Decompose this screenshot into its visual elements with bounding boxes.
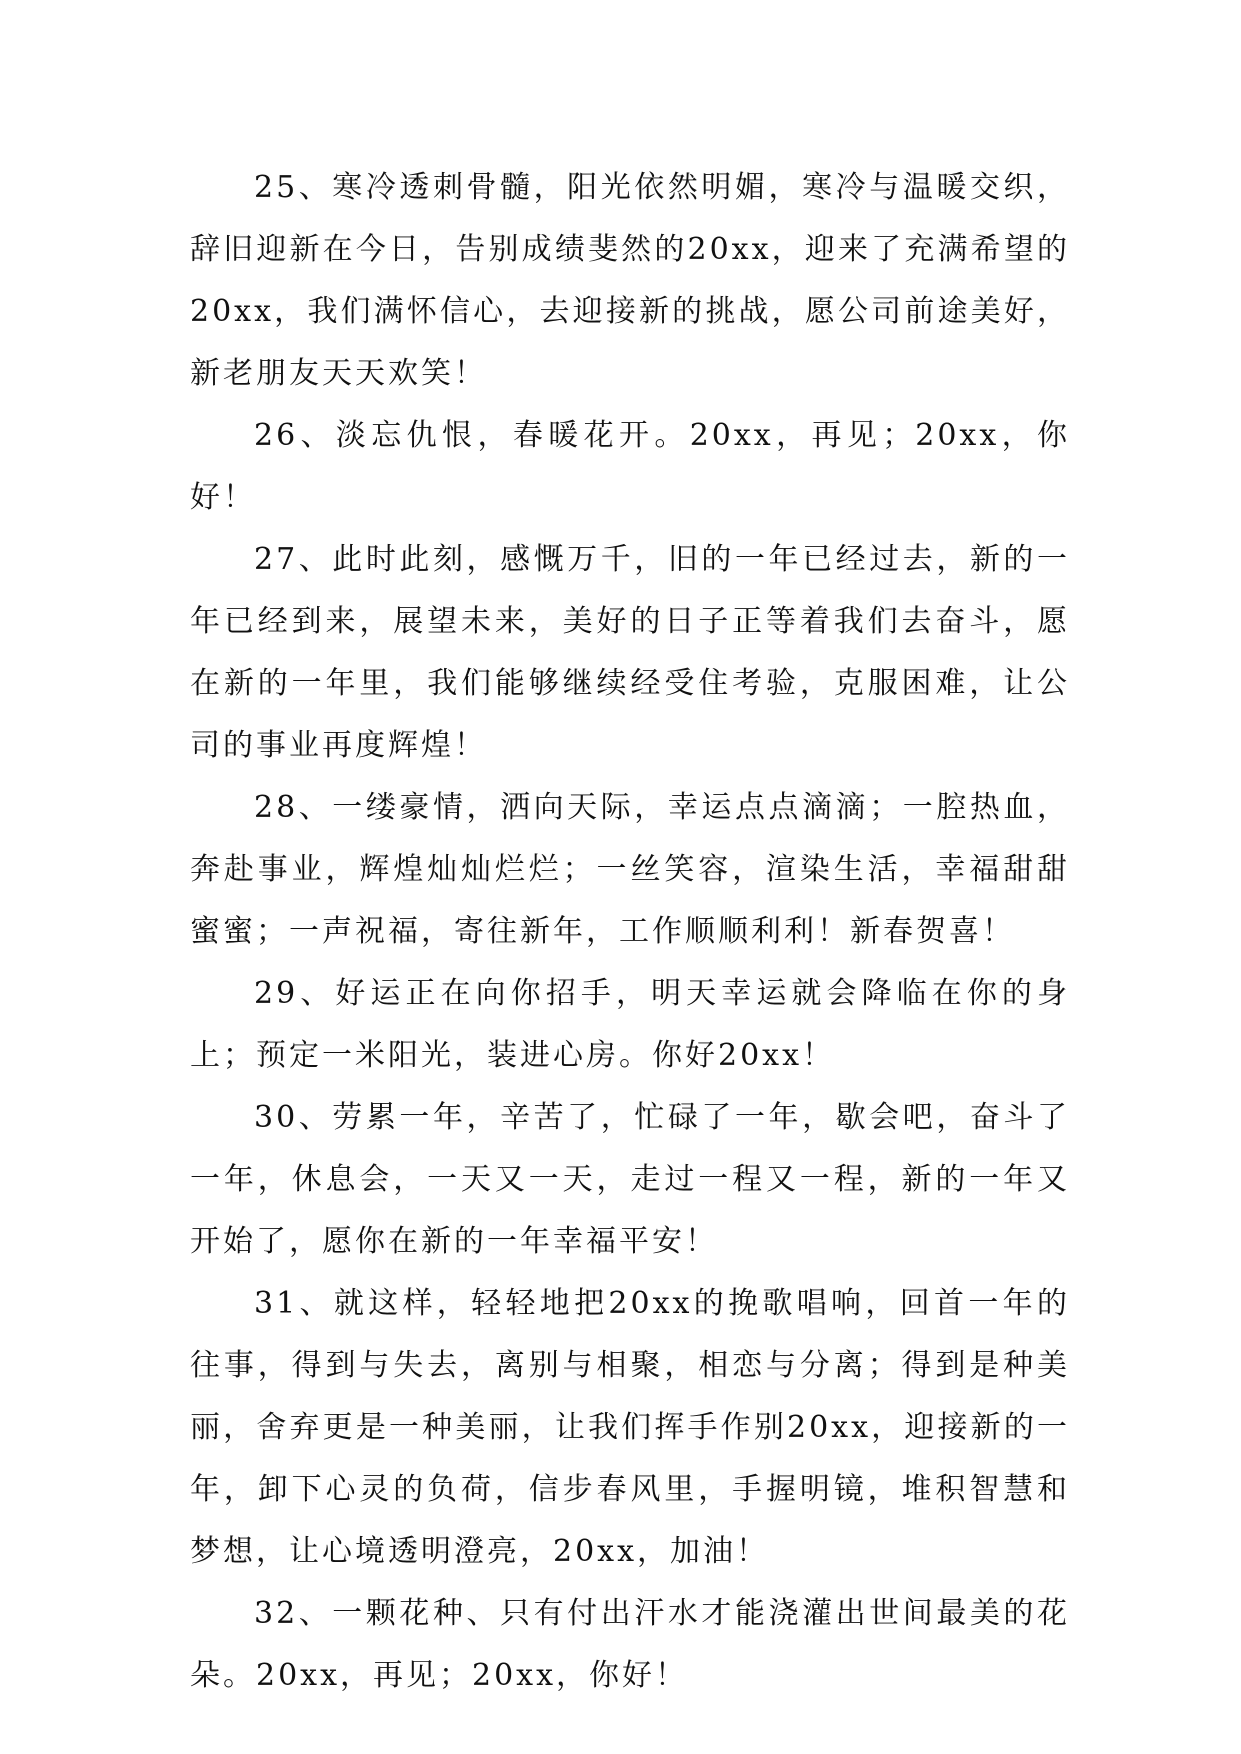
paragraph-32: 32、一颗花种、只有付出汗水才能浇灌出世间最美的花朵。20xx，再见；20xx，你好！ <box>190 1596 1070 1693</box>
paragraph-29: 29、好运正在向你招手，明天幸运就会降临在你的身上；预定一米阳光，装进心房。你好20xx！ <box>190 976 1070 1073</box>
paragraph-25: 25、寒冷透刺骨髓，阳光依然明媚，寒冷与温暖交织，辞旧迎新在今日，告别成绩斐然的20xx，迎来了充满希望的20xx，我们满怀信心，去迎接新的挑战，愿公司前途美好，新老朋友天天欢笑！ <box>190 170 1070 391</box>
paragraph-28: 28、一缕豪情，洒向天际，幸运点点滴滴；一腔热血，奔赴事业，辉煌灿灿烂烂；一丝笑容，渲染生活，幸福甜甜蜜蜜；一声祝福，寄往新年，工作顺顺利利！新春贺喜！ <box>190 790 1070 949</box>
paragraph-31: 31、就这样，轻轻地把20xx的挽歌唱响，回首一年的往事，得到与失去，离别与相聚，相恋与分离；得到是种美丽，舍弃更是一种美丽，让我们挥手作别20xx，迎接新的一年，卸下心灵的负荷，信步春风里，手握明镜，堆积智慧和梦想，让心境透明澄亮，20xx，加油！ <box>190 1286 1070 1569</box>
paragraph-30: 30、劳累一年，辛苦了，忙碌了一年，歇会吧，奋斗了一年，休息会，一天又一天，走过一程又一程，新的一年又开始了，愿你在新的一年幸福平安！ <box>190 1100 1070 1259</box>
document-body <box>190 157 1070 1707</box>
paragraph-26: 26、淡忘仇恨，春暖花开。20xx，再见；20xx，你好！ <box>190 418 1070 515</box>
paragraph-27: 27、此时此刻，感慨万千，旧的一年已经过去，新的一年已经到来，展望未来，美好的日子正等着我们去奋斗，愿在新的一年里，我们能够继续经受住考验，克服困难，让公司的事业再度辉煌！ <box>190 542 1070 763</box>
